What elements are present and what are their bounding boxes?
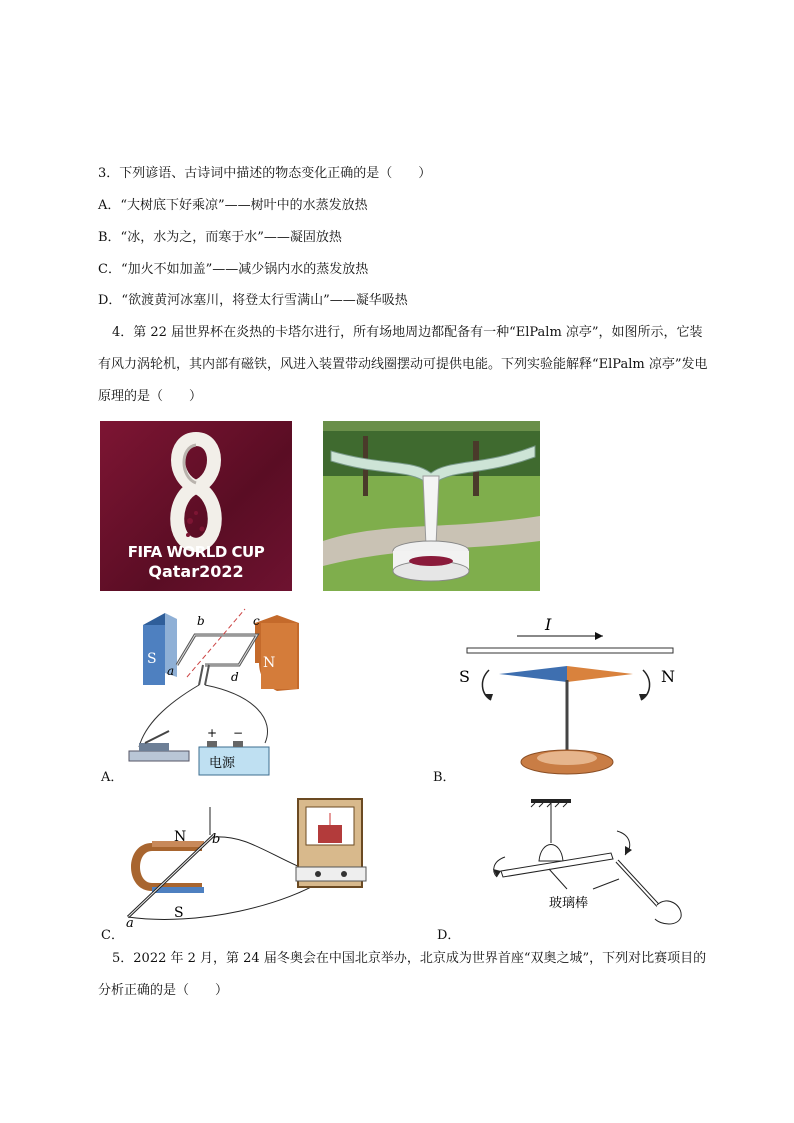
fig-b-s-label: S (459, 667, 470, 686)
fifa-logo-line1: FIFA WORLD CUP (127, 543, 265, 561)
option-b-label: B． (433, 770, 456, 785)
fig-a-n-label: N (263, 655, 276, 671)
fig-a-b-label: b (197, 614, 205, 628)
q5-stem-line1: 5．2022 年 2 月，第 24 届冬奥会在中国北京举办，北京成为世界首座“双奥之城”，下列对比赛项目的 (112, 951, 707, 966)
elpalm-photo (323, 421, 540, 591)
q3-option-d: D．“欲渡黄河冰塞川，将登太行雪满山”——凝华吸热 (98, 293, 408, 308)
fifa-logo-image (100, 421, 292, 591)
q3-stem: 3．下列谚语、古诗词中描述的物态变化正确的是（ ） (98, 166, 432, 181)
fig-a-d-label: d (231, 670, 239, 684)
option-d-label: D． (437, 928, 461, 943)
fig-a-minus-label: − (233, 726, 244, 740)
fig-b-n-label: N (661, 667, 675, 686)
fig-c-n-label: N (174, 829, 187, 845)
fig-c-a-label: a (126, 916, 134, 930)
q3-option-a: A．“大树底下好乘凉”——树叶中的水蒸发放热 (98, 198, 368, 213)
q5-stem-line2: 分析正确的是（ ） (98, 983, 229, 998)
fig-b-current-label: I (545, 615, 552, 634)
elpalm-scene (323, 421, 540, 591)
q4-stem-line2: 有风力涡轮机，其内部有磁铁，风进入装置带动线圈摆动可提供电能。下列实验能解释“ElPalm 凉亭”发电 (98, 357, 708, 372)
option-a-label: A． (101, 770, 124, 785)
figure-a-motor-diagram (125, 605, 325, 780)
fig-a-c-label: c (253, 614, 260, 628)
fifa-logo-line2: Qatar2022 (148, 562, 244, 581)
fig-c-b-label: b (212, 832, 221, 847)
fig-a-a-label: a (167, 664, 175, 678)
q3-option-b: B．“冰，水为之，而寒于水”——凝固放热 (98, 230, 342, 245)
fig-a-s-label: S (147, 651, 157, 667)
figure-d-glass-rod-diagram (485, 795, 695, 930)
fig-a-power-label: 电源 (209, 756, 236, 771)
option-c-label: C． (101, 928, 124, 943)
q3-option-c: C．“加火不如加盖”——减少锅内水的蒸发放热 (98, 262, 369, 277)
q4-stem-line3: 原理的是（ ） (98, 389, 203, 404)
figure-b-oersted-diagram (455, 610, 685, 780)
fig-a-plus-label: + (207, 726, 218, 740)
fig-c-s-label: S (174, 905, 184, 921)
fig-d-rod-label: 玻璃棒 (549, 896, 589, 911)
figure-c-induction-diagram (118, 795, 373, 930)
q4-stem-line1: 4．第 22 届世界杯在炎热的卡塔尔进行，所有场地周边都配备有一种“ElPalm 凉亭”，如图所示，它装 (112, 325, 703, 340)
